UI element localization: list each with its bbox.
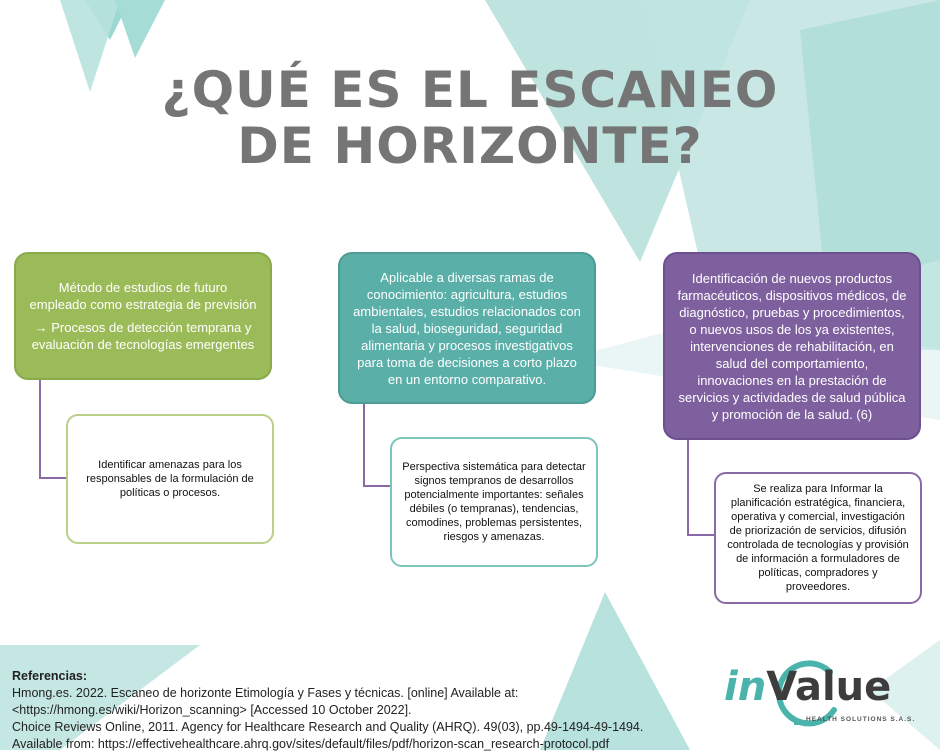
- box-inform-line-1: Se realiza para Informar la: [753, 483, 883, 495]
- logo-value: Value: [766, 664, 892, 710]
- box-threats-line-3: políticas o procesos.: [119, 487, 221, 499]
- box-applicable-line-7: en un entorno comparativo.: [387, 371, 547, 387]
- logo-wordmark: [724, 664, 891, 710]
- box-identification-line-1: Identificación de nuevos productos: [691, 270, 893, 286]
- box-perspective-line-3: potencialmente importantes: señales: [404, 489, 584, 501]
- box-applicable-line-3: ambientales, estudios relacionados con: [353, 303, 581, 319]
- page-title: ¿QUÉ ES EL ESCANEO DE HORIZONTE?: [161, 61, 779, 175]
- box-identification-line-6: salud del comportamiento,: [715, 355, 869, 371]
- box-threats-line-1: Identificar amenazas para los: [98, 459, 242, 471]
- box-applicable-line-2: conocimiento: agricultura, estudios: [366, 286, 568, 302]
- reference-line-1: Hmong.es. 2022. Escaneo de horizonte Etimología y Fases y técnicas. [online] Available at:: [12, 686, 519, 700]
- box-identification-line-3: diagnóstico, pruebas y procedimientos,: [679, 304, 905, 320]
- box-inform-line-7: políticas, compradores y: [758, 567, 878, 579]
- box-method-line-1: Método de estudios de futuro: [58, 280, 228, 295]
- box-perspective-line-1: Perspectiva sistemática para detectar: [402, 461, 586, 473]
- box-inform-line-5: controlada de tecnologías y provisión: [727, 539, 909, 551]
- invalue-logo: [724, 658, 916, 738]
- box-identification-line-4: o nuevos usos de los ya existentes,: [689, 321, 895, 337]
- box-applicable-line-6: para toma de decisiones a corto plazo: [357, 354, 577, 370]
- reference-line-3: Choice Reviews Online, 2011. Agency for Healthcare Research and Quality (AHRQ). 49(03), pp.49-1494-49-1494.: [12, 720, 644, 734]
- box-method: [14, 252, 272, 380]
- box-identification-line-5: intervenciones de rehabilitación, en: [690, 338, 894, 354]
- logo-in: in: [724, 664, 767, 710]
- box-applicable-line-1: Aplicable a diversas ramas de: [380, 269, 554, 285]
- reference-line-4: Available from: https://effectivehealthcare.ahrq.gov/sites/default/files/pdf/horizon-scan_research-protocol.pdf: [12, 737, 610, 751]
- reference-line-2: <https://hmong.es/wiki/Horizon_scanning> [Accessed 10 October 2022].: [12, 703, 412, 717]
- box-identification-line-2: farmacéuticos, dispositivos médicos, de: [677, 287, 907, 303]
- box-inform-line-3: operativa y comercial, investigación: [731, 511, 905, 523]
- box-perspective-line-2: signos tempranos de desarrollos: [414, 475, 574, 487]
- box-perspective-line-6: riesgos y amenazas.: [443, 531, 545, 543]
- box-method-line-3: → Procesos de detección temprana y: [34, 320, 252, 335]
- references: [12, 668, 712, 753]
- box-method-line-2: empleado como estrategia de previsión: [29, 297, 257, 312]
- box-identification-line-7: innovaciones en la prestación de: [697, 372, 887, 388]
- box-identification: [663, 252, 921, 440]
- box-threats-line-2: responsables de la formulación de: [86, 473, 254, 485]
- box-inform-line-4: de priorización de servicios, difusión: [729, 525, 907, 537]
- box-method-line-4: evaluación de tecnologías emergentes: [31, 337, 255, 352]
- box-applicable-line-4: la salud, bioseguridad, seguridad: [371, 320, 563, 336]
- box-applicable-line-5: alimentaria y procesos investigativos: [361, 337, 573, 353]
- box-inform-line-2: planificación estratégica, financiera,: [730, 497, 906, 509]
- box-identification-line-9: y promoción de la salud. (6): [711, 406, 873, 422]
- box-inform-line-6: de información a formuladores de: [736, 553, 900, 565]
- box-applicable: [338, 252, 596, 404]
- box-perspective-line-4: débiles (o tempranas), tendencias,: [409, 503, 579, 515]
- box-threats: [66, 414, 274, 544]
- box-perspective: [390, 437, 598, 567]
- references-heading: Referencias:: [12, 669, 88, 683]
- box-perspective-line-5: comodines, problemas persistentes,: [405, 517, 583, 529]
- box-inform-line-8: proveedores.: [785, 581, 851, 593]
- box-inform: [714, 472, 922, 604]
- logo-subtitle: HEALTH SOLUTIONS S.A.S.: [806, 716, 916, 723]
- box-identification-line-8: servicios y actividades de salud pública: [678, 389, 906, 405]
